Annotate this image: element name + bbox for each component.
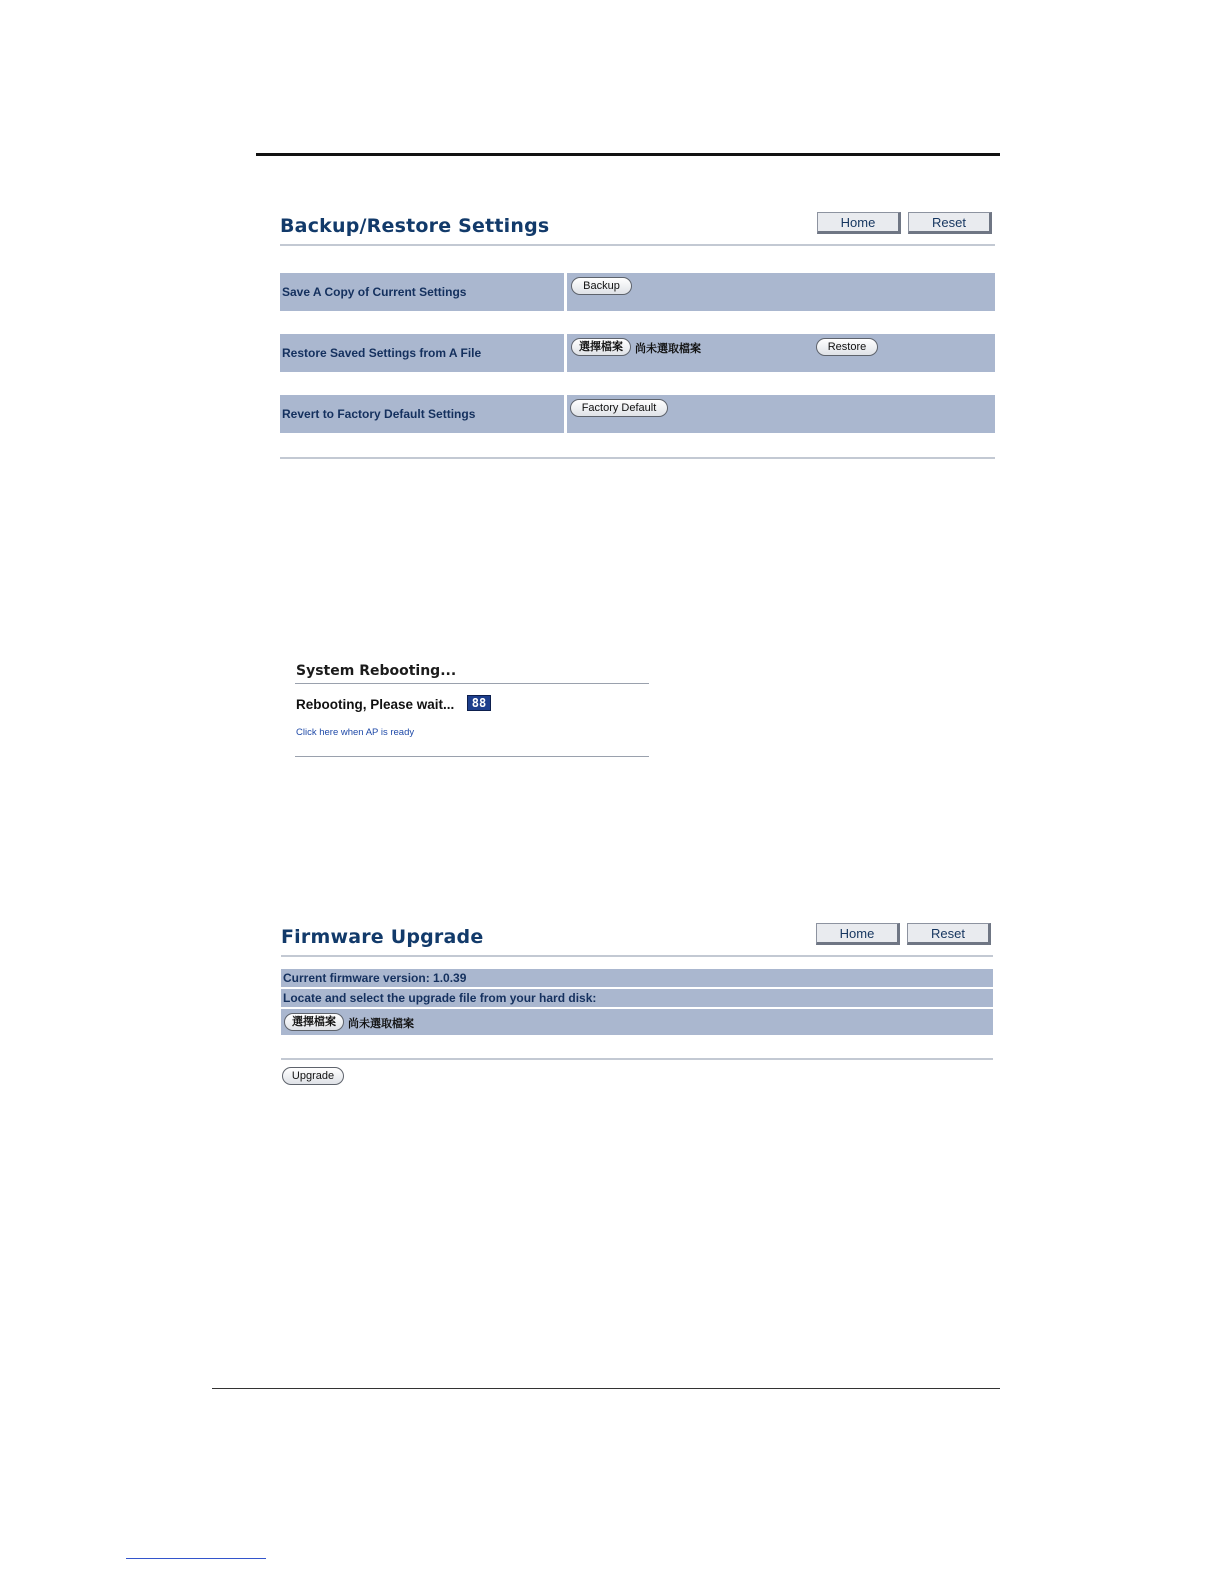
firmware-title: Firmware Upgrade — [281, 926, 484, 948]
upgrade-button[interactable]: Upgrade — [282, 1067, 344, 1085]
choose-file-button[interactable]: 選擇檔案 — [571, 338, 631, 356]
row-label-factory-default: Revert to Factory Default Settings — [280, 395, 564, 433]
header-divider — [280, 244, 995, 246]
row-label-restore-file: Restore Saved Settings from A File — [280, 334, 564, 372]
factory-default-button[interactable]: Factory Default — [570, 399, 668, 417]
footer-divider — [280, 457, 995, 459]
row-value-save-copy — [567, 273, 995, 311]
firmware-reset-button[interactable]: Reset — [907, 923, 991, 945]
firmware-version-text: Current firmware version: 1.0.39 — [281, 969, 993, 987]
rebooting-title: System Rebooting... — [296, 663, 457, 679]
firmware-locate-text: Locate and select the upgrade file from your hard disk: — [281, 989, 993, 1007]
page-bottom-rule — [212, 1388, 1000, 1389]
firmware-choose-file-button[interactable]: 選擇檔案 — [284, 1013, 344, 1031]
firmware-home-button[interactable]: Home — [816, 923, 900, 945]
row-label-save-copy: Save A Copy of Current Settings — [280, 273, 564, 311]
firmware-footer-divider — [281, 1058, 993, 1060]
reset-button[interactable]: Reset — [908, 212, 992, 234]
firmware-header-divider — [281, 955, 993, 957]
restore-button[interactable]: Restore — [816, 338, 878, 356]
backup-restore-title: Backup/Restore Settings — [280, 215, 550, 237]
rebooting-message: Rebooting, Please wait... — [296, 697, 455, 712]
page-top-rule — [256, 153, 1000, 156]
rebooting-header-divider — [295, 683, 649, 684]
rebooting-footer-divider — [295, 756, 649, 757]
firmware-file-status: 尚未選取檔案 — [348, 1017, 414, 1030]
countdown-counter: 88 — [467, 695, 491, 711]
row-value-restore-file — [567, 334, 995, 372]
home-button[interactable]: Home — [817, 212, 901, 234]
backup-button[interactable]: Backup — [571, 277, 632, 295]
ap-ready-link[interactable]: Click here when AP is ready — [296, 727, 415, 738]
file-status-text: 尚未選取檔案 — [635, 342, 701, 355]
footer-link-underline[interactable] — [126, 1558, 266, 1559]
